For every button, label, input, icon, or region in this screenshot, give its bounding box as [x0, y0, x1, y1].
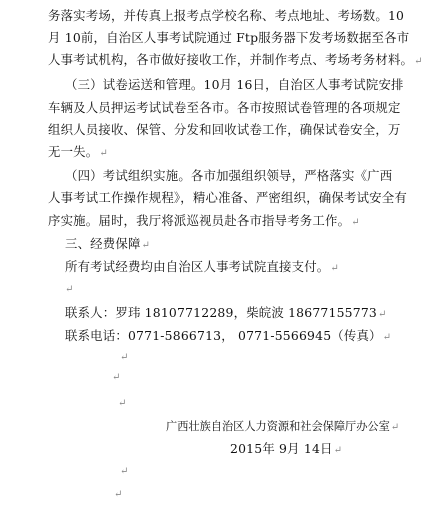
paragraph-mark-icon: ↵ — [99, 148, 108, 159]
paragraph-mark-icon: ↵ — [382, 332, 392, 343]
body-line: 人事考试工作操作规程》，精心准备、严密组织，确保考试安全有 — [48, 190, 407, 205]
paragraph-mark-icon: ↵ — [330, 263, 339, 274]
body-line: 组织人员接收、保管、分发和回收试卷工作，确保试卷安全，万 — [48, 122, 401, 137]
section-heading-line: （四）考试组织实施。各市加强组织领导，严格落实《广西 — [65, 168, 393, 183]
paragraph-mark-icon: ↵ — [112, 372, 121, 383]
body-line: 人事考试机构，各市做好接收工作，并制作考点、考场考务材料。↵ — [48, 52, 423, 67]
body-line: 月 10前，自治区人事考试院通过 Ftp服务器下发考场数据至各市 — [48, 30, 410, 45]
body-line: 所有考试经费均由自治区人事考试院直接支付。↵ — [65, 259, 339, 274]
section-heading-line: （三）试卷运送和管理。10月 16日，自治区人事考试院安排 — [65, 77, 404, 92]
paragraph-mark-icon: ↵ — [141, 240, 151, 251]
body-line: 无一失。↵ — [48, 144, 108, 159]
paragraph-mark-icon: ↵ — [118, 398, 127, 409]
paragraph-mark-icon: ↵ — [414, 56, 423, 67]
paragraph-mark-icon: ↵ — [333, 445, 343, 456]
paragraph-mark-icon: ↵ — [378, 309, 387, 320]
paragraph-mark-icon: ↵ — [120, 466, 129, 477]
paragraph-mark-icon: ↵ — [65, 284, 74, 295]
signature-org: 广西壮族自治区人力资源和社会保障厅办公室↵ — [166, 420, 400, 433]
paragraph-mark-icon: ↵ — [114, 489, 123, 500]
paragraph-mark-icon: ↵ — [120, 352, 129, 363]
signature-date: 2015年 9月 14日↵ — [230, 441, 343, 456]
contact-phone-line: 联系电话：0771-5866713， 0771-5566945（传真）↵ — [65, 328, 392, 343]
contact-person-line: 联系人：罗玮 18107712289，柴皖波 18677155773↵ — [65, 305, 387, 320]
body-line: 务落实考场，并传真上报考点学校名称、考点地址、考场数。10 — [48, 8, 405, 23]
section-heading: 三、经费保障↵ — [65, 236, 151, 251]
paragraph-mark-icon: ↵ — [351, 217, 360, 228]
paragraph-mark-icon: ↵ — [390, 422, 400, 433]
body-line: 序实施。届时，我厅将派巡视员赴各市指导考务工作。↵ — [48, 213, 360, 228]
body-line: 车辆及人员押运考试试卷至各市。各市按照试卷管理的各项规定 — [48, 100, 401, 115]
